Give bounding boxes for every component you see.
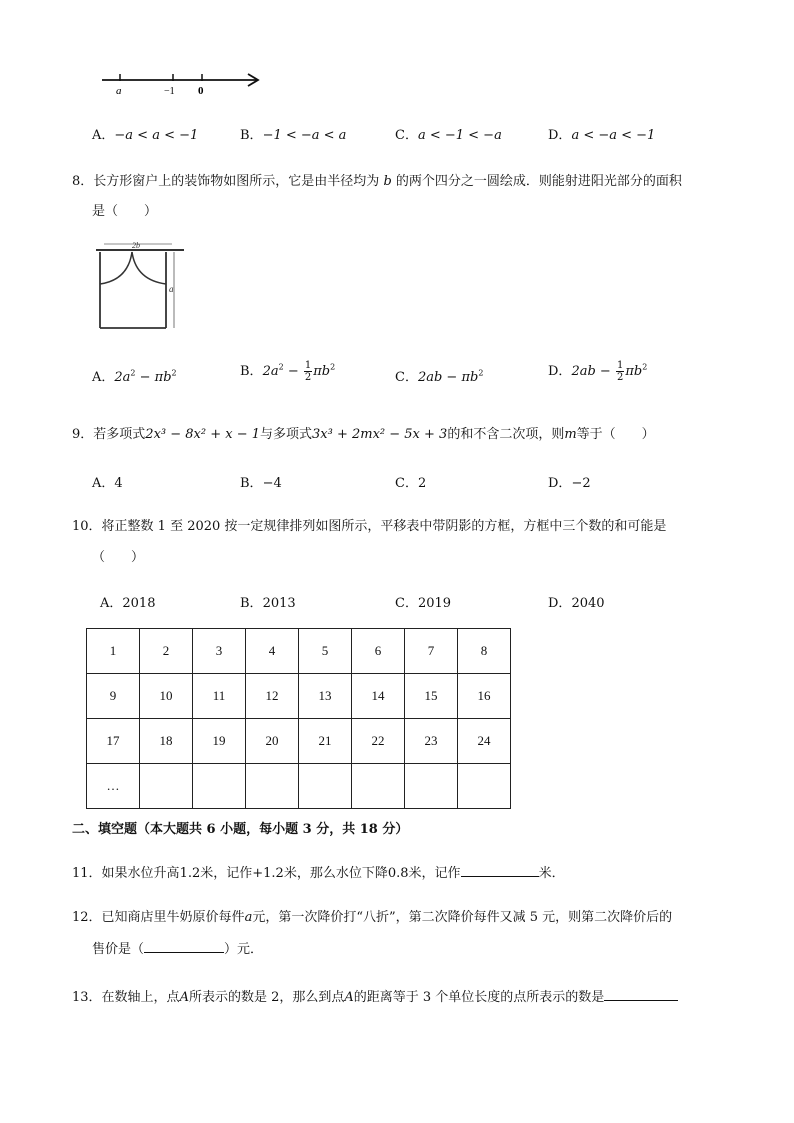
answer-blank[interactable]	[144, 952, 224, 953]
number-line-figure	[98, 68, 268, 100]
table-cell: 18	[140, 719, 193, 764]
q9-option-a: A．4	[92, 476, 123, 491]
table-cell: 23	[405, 719, 458, 764]
table-row	[87, 674, 511, 719]
answer-blank[interactable]	[461, 876, 539, 877]
table-cell	[458, 764, 511, 809]
numberline-label-minus1: −1	[164, 86, 175, 97]
q11-stem: 11．如果水位升高1.2米，记作+1.2米，那么水位下降0.8米，记作 米．	[72, 866, 565, 881]
table-cell: 6	[352, 629, 405, 674]
numberline-label-zero: 0	[198, 85, 204, 97]
table-cell: 15	[405, 674, 458, 719]
q9-option-d: D．−2	[548, 476, 591, 491]
table-cell: 13	[299, 674, 352, 719]
table-cell: 21	[299, 719, 352, 764]
table-cell: 9	[87, 674, 140, 719]
q8-option-a: A．$2a^2 - \pi b^2$	[92, 368, 177, 385]
table-cell: …	[87, 764, 140, 809]
q10-option-c: C．2019	[395, 596, 452, 611]
table-cell: 17	[87, 719, 140, 764]
q13-stem: 13．在数轴上，点A所表示的数是 2，那么到点A的距离等于 3 个单位长度的点所表示的数是	[72, 986, 678, 1005]
window-figure	[94, 240, 186, 336]
q10-option-a: A．2018	[100, 596, 156, 611]
q8-option-c: C．$2ab - \pi b^2$	[395, 368, 484, 385]
table-cell: 11	[193, 674, 246, 719]
q8-stem-line1: 8．长方形窗户上的装饰物如图所示，它是由半径均为 b 的两个四分之一圆绘成．则能射进阳光部分的面积	[72, 174, 682, 189]
table-cell	[352, 764, 405, 809]
q12-stem-line2: 售价是（ ）元．	[92, 942, 264, 957]
table-cell: 16	[458, 674, 511, 719]
table-cell	[140, 764, 193, 809]
table-cell: 12	[246, 674, 299, 719]
q8-stem-line2: 是（ ）	[92, 204, 158, 219]
number-table	[86, 628, 511, 809]
table-cell: 4	[246, 629, 299, 674]
table-cell	[405, 764, 458, 809]
q7-option-b: B．−1 < −a < a	[240, 128, 347, 143]
table-cell: 8	[458, 629, 511, 674]
table-cell: 7	[405, 629, 458, 674]
q8-option-d: D．2ab − $\frac{1}{2}$ $\pi b^2$	[548, 360, 648, 383]
window-label-a: a	[169, 284, 174, 294]
table-cell: 3	[193, 629, 246, 674]
q10-option-d: D．2040	[548, 596, 605, 611]
table-row	[87, 719, 511, 764]
window-label-2b: 2b	[132, 241, 140, 250]
q8-option-b: B．$2a^2$ − $\frac{1}{2}$ $\pi b^2$	[240, 360, 336, 383]
q10-stem-line1: 10．将正整数 1 至 2020 按一定规律排列如图所示，平移表中带阴影的方框，方框中三个数的和可能是	[72, 519, 667, 534]
table-cell: 10	[140, 674, 193, 719]
q10-option-b: B．2013	[240, 596, 296, 611]
q7-option-c: C．a < −1 < −a	[395, 128, 502, 143]
q9-stem: 9．若多项式2x³ − 8x² + x − 1与多项式3x³ + 2mx² − 5x + 3的和不含二次项，则m等于（ ）	[72, 427, 655, 442]
fraction: $\frac{1}{2}$	[616, 360, 624, 383]
numberline-label-a: a	[116, 85, 122, 97]
q7-option-a: A．−a < a < −1	[92, 128, 199, 143]
q12-stem-line1: 12．已知商店里牛奶原价每件a元，第一次降价打“八折”，第二次降价每件又减 5 元，则第二次降价后的	[72, 910, 673, 925]
table-cell: 24	[458, 719, 511, 764]
table-row	[87, 629, 511, 674]
q9-option-b: B．−4	[240, 476, 282, 491]
table-cell: 19	[193, 719, 246, 764]
table-cell: 20	[246, 719, 299, 764]
table-cell: 22	[352, 719, 405, 764]
answer-blank[interactable]	[604, 1000, 678, 1001]
table-row	[87, 764, 511, 809]
table-cell	[299, 764, 352, 809]
q9-option-c: C．2	[395, 476, 427, 491]
table-cell: 5	[299, 629, 352, 674]
table-cell	[193, 764, 246, 809]
q7-option-d: D．a < −a < −1	[548, 128, 656, 143]
table-cell	[246, 764, 299, 809]
table-cell: 1	[87, 629, 140, 674]
section-title: 二、填空题（本大题共 6 小题，每小题 3 分，共 18 分）	[72, 822, 409, 837]
table-cell: 2	[140, 629, 193, 674]
table-cell: 14	[352, 674, 405, 719]
q10-stem-line2: （ ）	[92, 550, 145, 565]
fraction: $\frac{1}{2}$	[304, 360, 312, 383]
